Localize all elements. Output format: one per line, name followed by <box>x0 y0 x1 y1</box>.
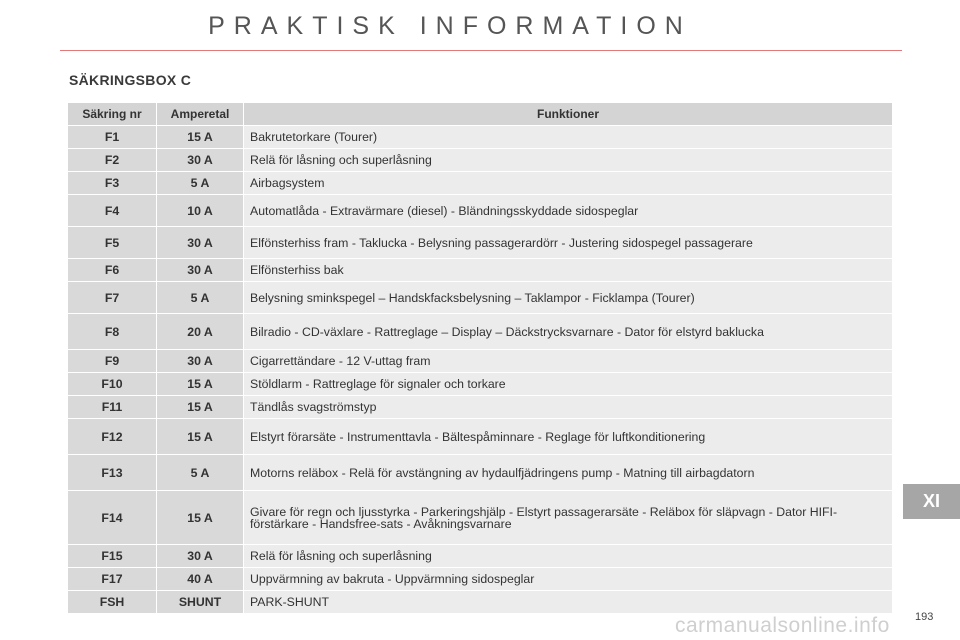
watermark: carmanualsonline.info <box>675 614 890 637</box>
table-row <box>68 172 893 195</box>
fuse-functions: Elfönsterhiss bak <box>244 259 893 282</box>
table-header-row <box>68 103 893 126</box>
fuse-number: F9 <box>68 350 157 373</box>
table-row <box>68 149 893 172</box>
section-title: SÄKRINGSBOX C <box>69 72 192 88</box>
table-row <box>68 419 893 455</box>
fuse-functions: Cigarrettändare - 12 V-uttag fram <box>244 350 893 373</box>
title-divider <box>60 50 902 51</box>
table-row <box>68 491 893 545</box>
fuse-amperage: SHUNT <box>157 591 244 614</box>
fuse-number: F1 <box>68 126 157 149</box>
table-row <box>68 195 893 227</box>
fuse-amperage: 30 A <box>157 259 244 282</box>
fuse-number: F7 <box>68 282 157 314</box>
fuse-amperage: 10 A <box>157 195 244 227</box>
fuse-functions: PARK-SHUNT <box>244 591 893 614</box>
column-header-amperage: Amperetal <box>157 103 244 126</box>
column-header-functions: Funktioner <box>244 103 893 126</box>
fuse-amperage: 40 A <box>157 568 244 591</box>
fuse-functions: Automatlåda - Extravärmare (diesel) - Bländningsskyddade sidospeglar <box>244 195 893 227</box>
table-row <box>68 568 893 591</box>
page-title: PRAKTISK INFORMATION <box>208 12 692 40</box>
fuse-amperage: 15 A <box>157 491 244 545</box>
chapter-tab-label: XI <box>922 491 940 511</box>
table-row <box>68 126 893 149</box>
fuse-amperage: 15 A <box>157 373 244 396</box>
table-row <box>68 227 893 259</box>
fuse-functions: Stöldlarm - Rattreglage för signaler och torkare <box>244 373 893 396</box>
table-row <box>68 259 893 282</box>
fuse-amperage: 5 A <box>157 282 244 314</box>
fuse-amperage: 15 A <box>157 126 244 149</box>
fuse-number: F15 <box>68 545 157 568</box>
fuse-functions: Elfönsterhiss fram - Taklucka - Belysning passagerardörr - Justering sidospegel passagerare <box>244 227 893 259</box>
fuse-amperage: 15 A <box>157 419 244 455</box>
fuse-number: F14 <box>68 491 157 545</box>
table-row <box>68 591 893 614</box>
fuse-number: F12 <box>68 419 157 455</box>
fuse-functions: Tändlås svagströmstyp <box>244 396 893 419</box>
fuse-functions: Relä för låsning och superlåsning <box>244 545 893 568</box>
fuse-number: F5 <box>68 227 157 259</box>
fuse-number: F3 <box>68 172 157 195</box>
fuse-amperage: 15 A <box>157 396 244 419</box>
fuse-functions: Uppvärmning av bakruta - Uppvärmning sidospeglar <box>244 568 893 591</box>
fuse-number: F2 <box>68 149 157 172</box>
table-row <box>68 545 893 568</box>
fuse-amperage: 5 A <box>157 172 244 195</box>
table-row <box>68 314 893 350</box>
fuse-functions: Bilradio - CD-växlare - Rattreglage – Display – Däckstrycksvarnare - Dator för elstyrd baklucka <box>244 314 893 350</box>
fuse-number: FSH <box>68 591 157 614</box>
fuse-amperage: 30 A <box>157 350 244 373</box>
fuse-functions: Airbagsystem <box>244 172 893 195</box>
table-row <box>68 282 893 314</box>
fuse-number: F13 <box>68 455 157 491</box>
fuse-number: F17 <box>68 568 157 591</box>
fuse-number: F6 <box>68 259 157 282</box>
table-row <box>68 396 893 419</box>
fuse-amperage: 20 A <box>157 314 244 350</box>
fuse-amperage: 30 A <box>157 227 244 259</box>
fuse-amperage: 30 A <box>157 545 244 568</box>
fuse-functions: Bakrutetorkare (Tourer) <box>244 126 893 149</box>
table-row <box>68 373 893 396</box>
fuse-table <box>67 102 893 614</box>
fuse-amperage: 30 A <box>157 149 244 172</box>
fuse-functions: Relä för låsning och superlåsning <box>244 149 893 172</box>
chapter-tab <box>903 484 960 519</box>
fuse-number: F8 <box>68 314 157 350</box>
fuse-number: F10 <box>68 373 157 396</box>
fuse-functions: Motorns reläbox - Relä för avstängning av hydaulfjädringens pump - Matning till airbagdatorn <box>244 455 893 491</box>
fuse-number: F4 <box>68 195 157 227</box>
fuse-amperage: 5 A <box>157 455 244 491</box>
page-number: 193 <box>915 611 934 623</box>
table-row <box>68 350 893 373</box>
fuse-functions: Belysning sminkspegel – Handskfacksbelysning – Taklampor - Ficklampa (Tourer) <box>244 282 893 314</box>
table-row <box>68 455 893 491</box>
fuse-number: F11 <box>68 396 157 419</box>
fuse-functions: Givare för regn och ljusstyrka - Parkeringshjälp - Elstyrt passagerarsäte - Reläbox för släpvagn - Dator HIFI-förstärkare - Handsfree-sats - Avåkningsvarnare <box>244 491 893 545</box>
column-header-fuse-number: Säkring nr <box>68 103 157 126</box>
fuse-functions: Elstyrt förarsäte - Instrumenttavla - Bältespåminnare - Reglage för luftkonditionering <box>244 419 893 455</box>
